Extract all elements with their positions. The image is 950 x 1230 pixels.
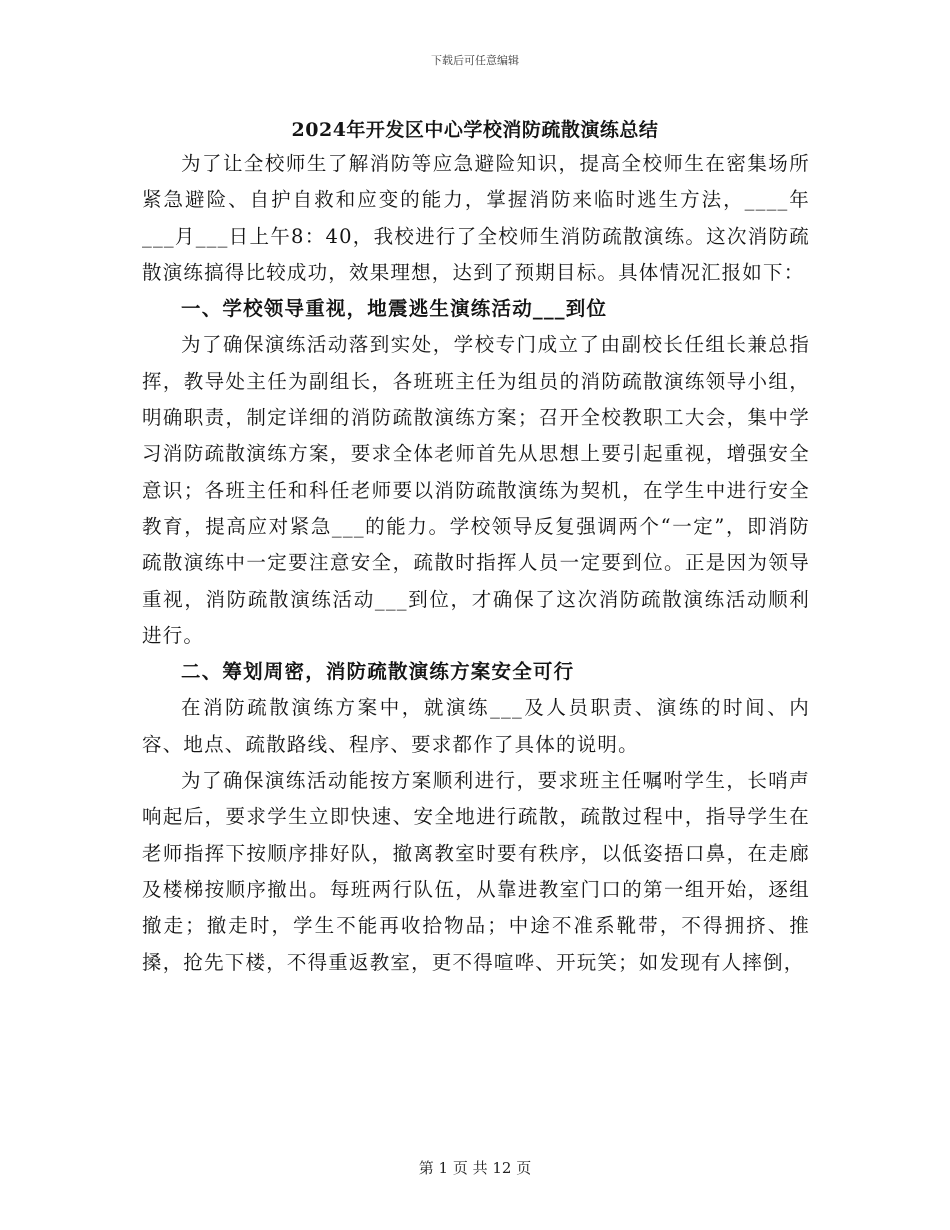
paragraph-plan-details: 在消防疏散演练方案中，就演练___及人员职责、演练的时间、内容、地点、疏散路线、程序、要求都作了具体的说明。 <box>142 696 810 756</box>
header-note: 下载后可任意编辑 <box>431 54 519 67</box>
paragraph-evacuation-rules: 为了确保演练活动能按方案顺利进行，要求班主任嘱咐学生，长哨声响起后，要求学生立即快速、安全地进行疏散，疏散过程中，指导学生在老师指挥下按顺序排好队，撤离教室时要有秩序，以低姿捂口鼻，在走廊及楼梯按顺序撤出。每班两行队伍，从靠进教室门口的第一组开始，逐组撤走；撤走时，学生不能再收拾物品；中途不准系靴带，不得拥挤、推搡，抢先下楼，不得重返教室，更不得喧哗、开玩笑；如发现有人摔倒， <box>142 769 810 974</box>
paragraph-section-1: 为了确保演练活动落到实处，学校专门成立了由副校长任组长兼总指挥，教导处主任为副组长，各班班主任为组员的消防疏散演练领导小组，明确职责，制定详细的消防疏散演练方案；召开全校教职工大会，集中学习消防疏散演练方案，要求全体老师首先从思想上要引起重视，增强安全意识；各班主任和科任老师要以消防疏散演练为契机，在学生中进行安全教育，提高应对紧急___的能力。学校领导反复强调两个“一定”，即消防疏散演练中一定要注意安全，疏散时指挥人员一定要到位。正是因为领导重视，消防疏散演练活动___到位，才确保了这次消防疏散演练活动顺利进行。 <box>142 333 810 647</box>
paragraph-intro: 为了让全校师生了解消防等应急避险知识，提高全校师生在密集场所紧急避险、自护自救和应变的能力，掌握消防来临时逃生方法，____年___月___日上午8：40，我校进行了全校师生消防疏散演练。这次消防疏散演练搞得比较成功，效果理想，达到了预期目标。具体情况汇报如下： <box>142 152 810 284</box>
document-body <box>142 146 810 981</box>
section-heading-1: 一、学校领导重视，地震逃生演练活动___到位 <box>181 297 608 321</box>
section-heading-2: 二、筹划周密，消防疏散演练方案安全可行 <box>181 660 575 684</box>
page-number: 第 1 页 共 12 页 <box>418 1159 532 1177</box>
document-title: 2024年开发区中心学校消防疏散演练总结 <box>291 119 659 141</box>
